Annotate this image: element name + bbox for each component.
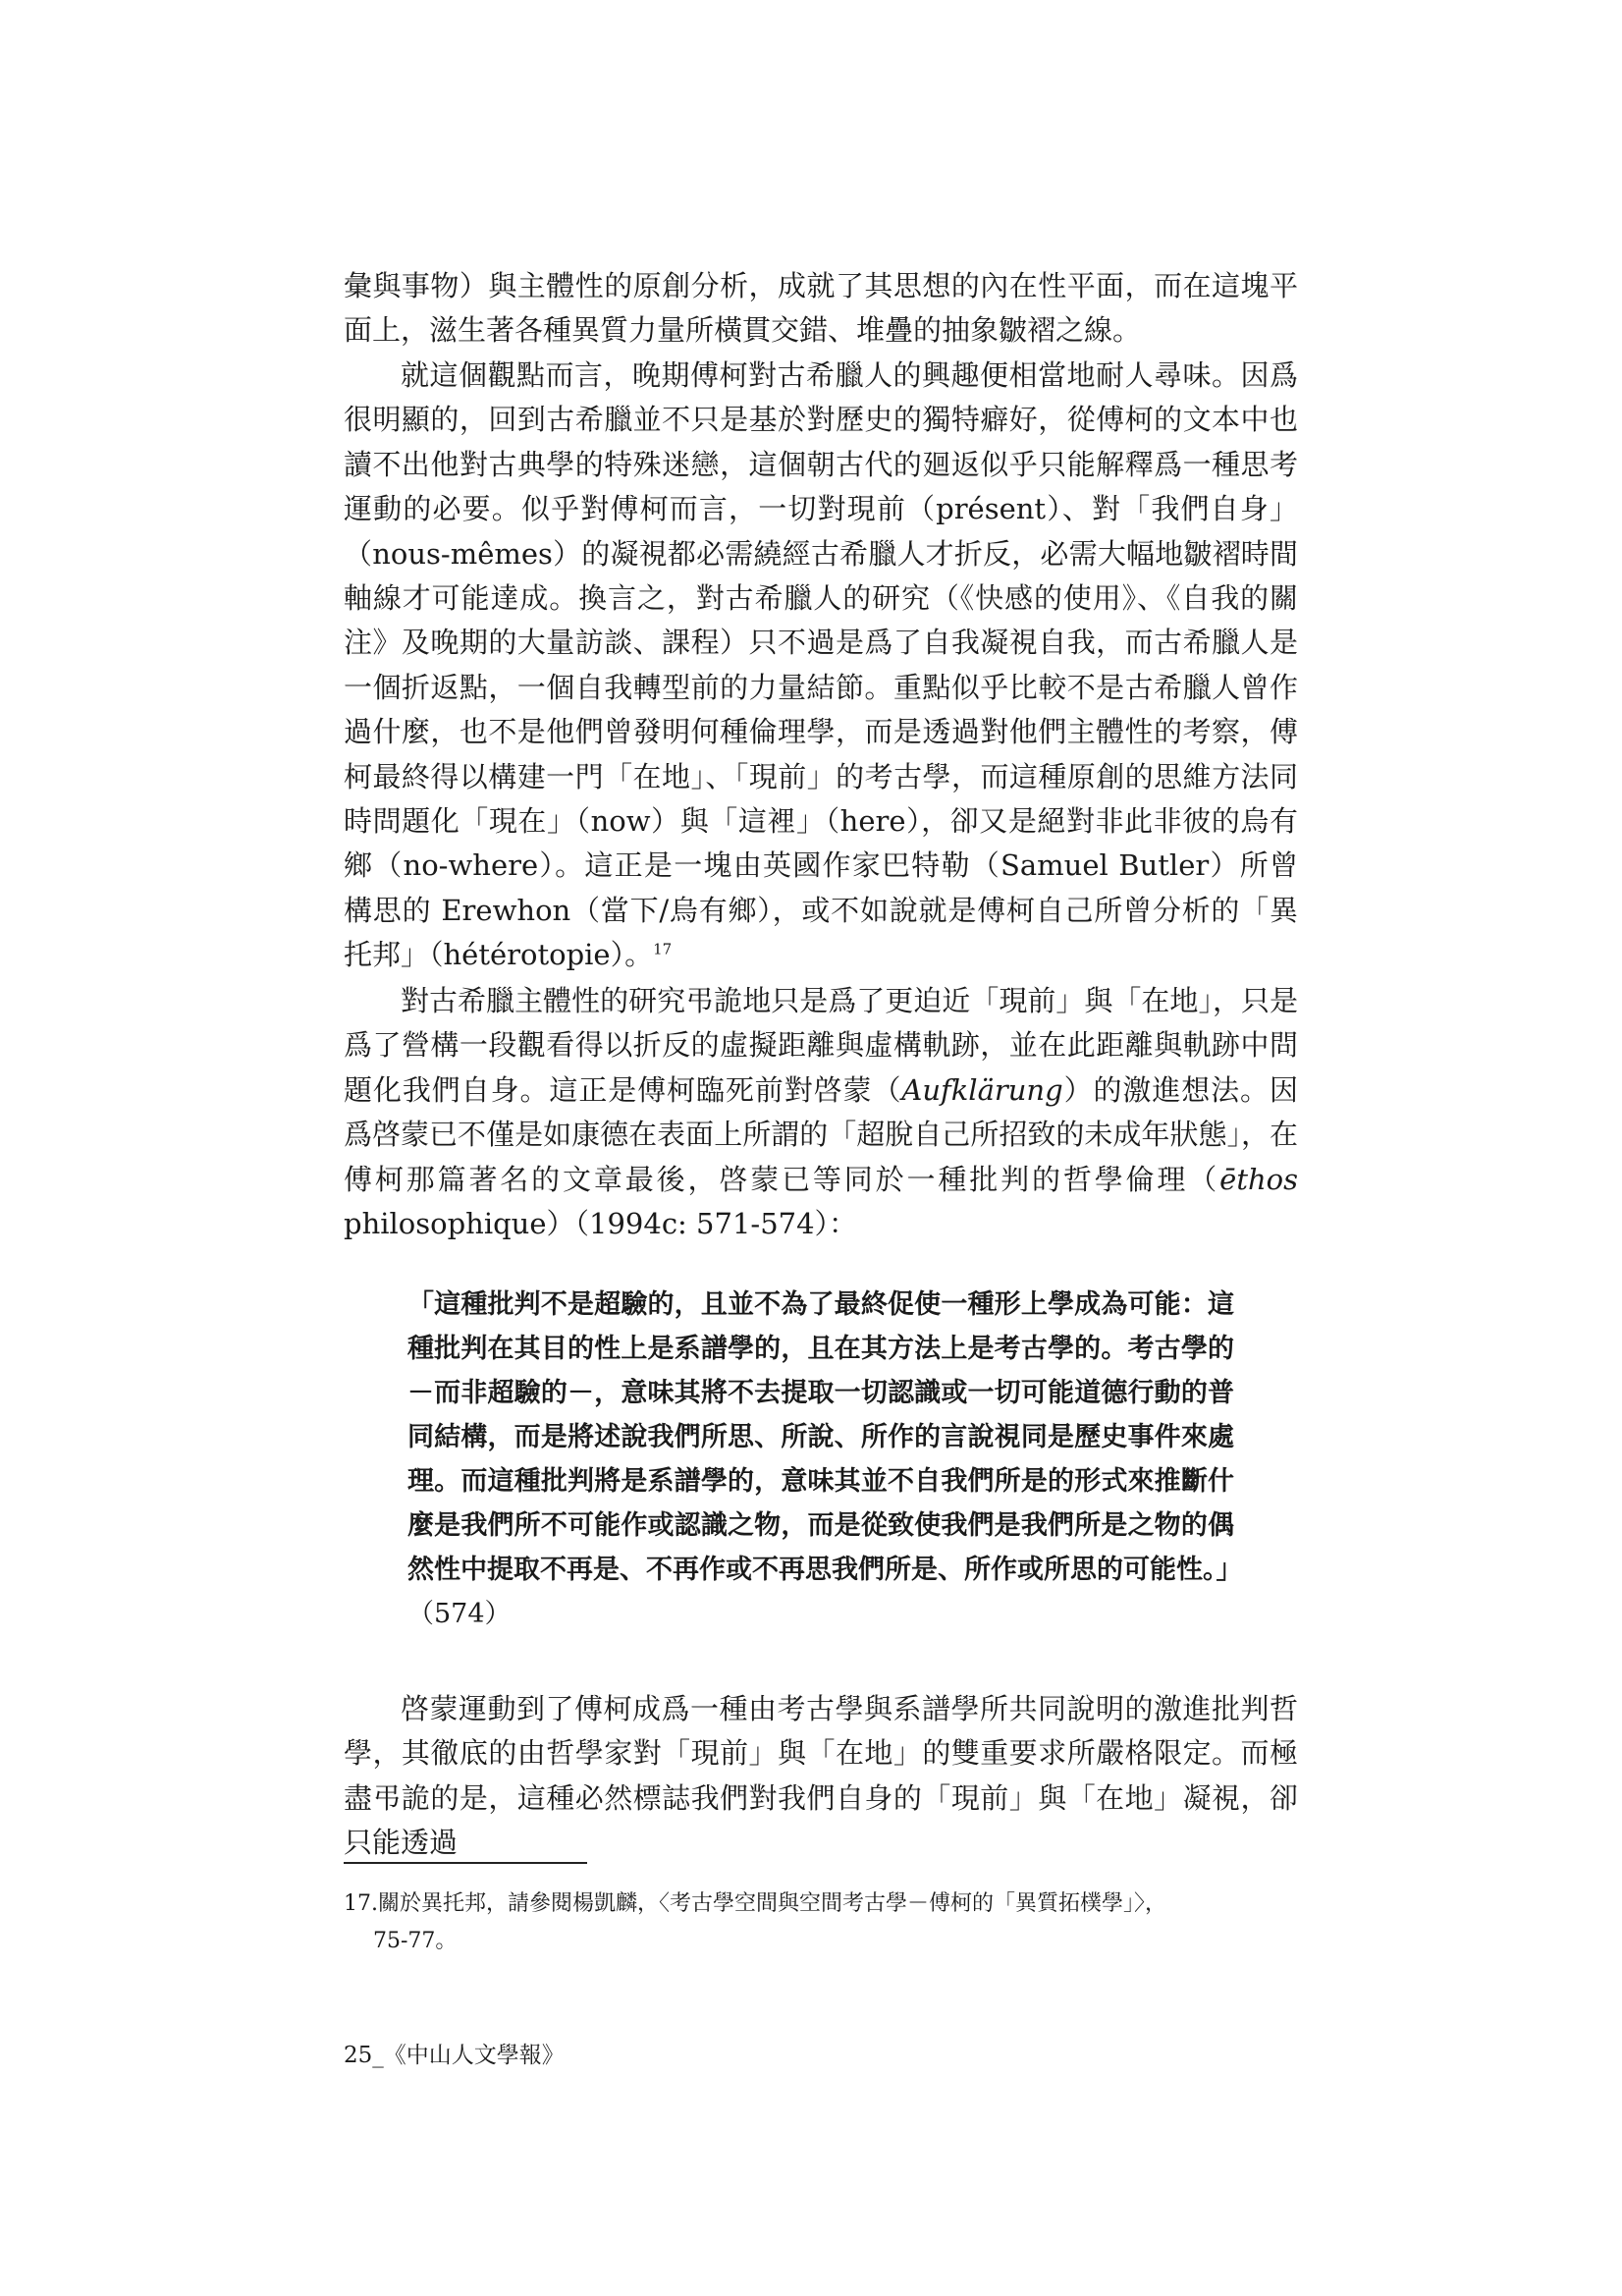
block-quote <box>407 1283 1243 1636</box>
footnote-marker[interactable]: 17 <box>653 940 673 958</box>
paragraph-1 <box>344 264 1298 354</box>
footnote-17-line-2: 75-77。 <box>373 1929 458 1953</box>
paragraph-1-text: 彙與事物）與主體性的原創分析，成就了其思想的內在性平面，而在這塊平面上，滋生著各種異質力量所橫貫交錯、堆疊的抽象皺褶之線。 <box>344 269 1298 348</box>
footnote-17-line-1: 17.關於異托邦，請參閱楊凱麟，〈考古學空間與空間考古學－傅柯的「異質拓樸學」〉， <box>344 1891 1166 1916</box>
paragraph-3-text-a: 對古希臘主體性的研究弔詭地只是爲了更迫近「現前」與「在地」，只是爲了營構一段觀看得以折反的虛擬距離與虛構軌跡，並在此距離與軌跡中問題化我們自身。這正是傅柯臨死前對啓蒙（ <box>344 984 1298 1107</box>
block-quote-citation: （574） <box>407 1599 512 1629</box>
paragraph-4 <box>344 1687 1298 1866</box>
paragraph-4-text: 啓蒙運動到了傅柯成爲一種由考古學與系譜學所共同說明的激進批判哲學，其徹底的由哲學家對「現前」與「在地」的雙重要求所嚴格限定。而極盡弔詭的是，這種必然標誌我們對我們自身的「現前」與「在地」凝視，卻只能透過 <box>344 1692 1298 1860</box>
block-quote-text: 「這種批判不是超驗的，且並不為了最終促使一種形上學成為可能：這種批判在其目的性上是系譜學的，且在其方法上是考古學的。考古學的－而非超驗的－，意味其將不去提取一切認識或一切可能道德行動的普同結構，而是將述說我們所思、所說、所作的言說視同是歷史事件來處理。而這種批判將是系譜學的，意味其並不自我們所是的形式來推斷什麼是我們所不可能作或認識之物，而是從致使我們是我們所是之物的偶然性中提取不再是、不再作或不再思我們所是、所作或所思的可能性。」 <box>407 1289 1243 1585</box>
paragraph-3-text-c: philosophique）（1994c: 571-574）： <box>344 1207 858 1241</box>
ethos-term: ēthos <box>1219 1162 1298 1196</box>
paragraph-2 <box>344 354 1298 978</box>
footnote-17 <box>344 1886 1298 1960</box>
paragraph-2-text: 就這個觀點而言，晚期傅柯對古希臘人的興趣便相當地耐人尋味。因爲很明顯的，回到古希臘並不只是基於對歷史的獨特癖好，從傅柯的文本中也讀不出他對古典學的特殊迷戀，這個朝古代的廻返似乎只能解釋爲一種思考運動的必要。似乎對傅柯而言，一切對現前（présent）、對「我們自身」（nous-mêmes）的凝視都必需繞經古希臘人才折反，必需大幅地皺褶時間軸線才可能達成。換言之，對古希臘人的研究（《快感的使用》、《自我的關注》及晚期的大量訪談、課程）只不過是爲了自我凝視自我，而古希臘人是一個折返點，一個自我轉型前的力量結節。重點似乎比較不是古希臘人曾作過什麼，也不是他們曾發明何種倫理學，而是透過對他們主體性的考察，傅柯最終得以構建一門「在地」、「現前」的考古學，而這種原創的思維方法同時問題化「現在」（now）與「這裡」（here），卻又是絕對非此非彼的烏有鄉（no-where）。這正是一塊由英國作家巴特勒（Samuel Butler）所曾構思的 Erewhon（當下/烏有鄉），或不如說就是傅柯自己所曾分析的「異托邦」（hétérotopie）。 <box>344 358 1298 972</box>
footnote-divider <box>344 1862 587 1864</box>
aufklarung-term: Aufklärung <box>901 1072 1063 1107</box>
paragraph-3-text-b: ）的激進想法。因爲啓蒙已不僅是如康德在表面上所謂的「超脫自己所招致的未成年狀態」，在傅柯那篇著名的文章最後，啓蒙已等同於一種批判的哲學倫理（ <box>344 1072 1298 1196</box>
paragraph-3 <box>344 979 1298 1246</box>
page-folio: 25_《中山人文學報》 <box>344 2043 565 2068</box>
